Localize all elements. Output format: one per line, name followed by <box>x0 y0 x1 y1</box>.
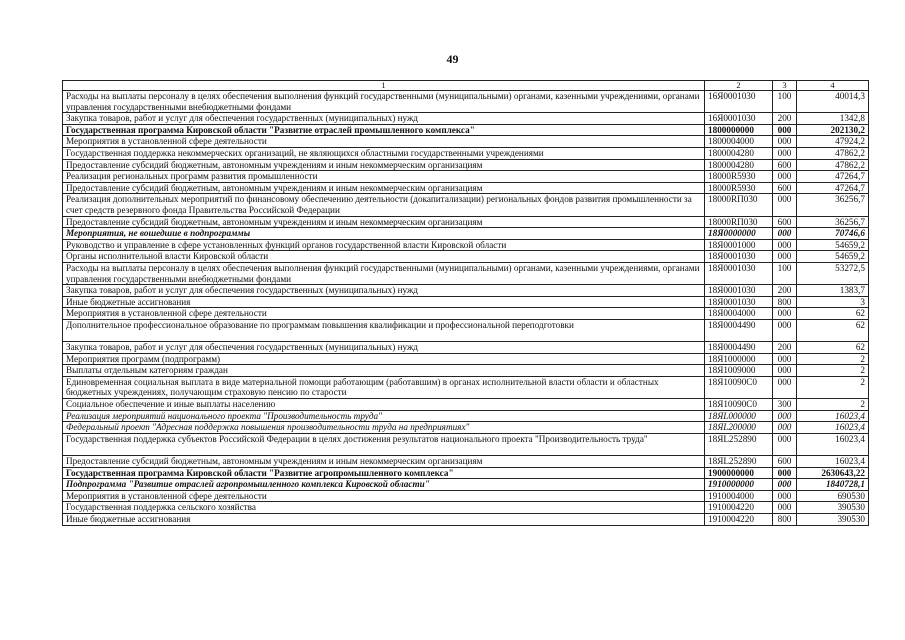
row-vr: 200 <box>773 113 797 125</box>
table-row <box>63 308 869 320</box>
table-row <box>63 147 869 159</box>
table-row <box>63 124 869 136</box>
row-code: 1910000000 <box>705 479 773 491</box>
row-name: Государственная поддержка сельского хозяйства <box>63 502 705 514</box>
table-row <box>63 319 869 341</box>
row-sum: 2 <box>797 353 869 365</box>
row-name: Предоставление субсидий бюджетным, автономным учреждениям и иным некоммерческим организациям <box>63 216 705 228</box>
table-row <box>63 194 869 216</box>
header-col-3: 3 <box>773 81 797 91</box>
table-row <box>63 182 869 194</box>
row-vr: 000 <box>773 376 797 398</box>
row-vr: 600 <box>773 216 797 228</box>
row-code: 18ЯL000000 <box>705 410 773 422</box>
row-name: Социальное обеспечение и иные выплаты населению <box>63 399 705 411</box>
row-code: 18Я0001030 <box>705 296 773 308</box>
table-row <box>63 353 869 365</box>
row-code: 18Я0001030 <box>705 262 773 284</box>
row-vr: 600 <box>773 456 797 468</box>
row-code: 16Я0001030 <box>705 91 773 113</box>
row-name: Дополнительное профессиональное образование по программам повышения квалификации и профессиональной переподготовки <box>63 319 705 341</box>
row-vr: 000 <box>773 433 797 455</box>
row-vr: 300 <box>773 399 797 411</box>
row-name: Иные бюджетные ассигнования <box>63 296 705 308</box>
row-sum: 1840728,1 <box>797 479 869 491</box>
table-row <box>63 159 869 171</box>
row-sum: 16023,4 <box>797 410 869 422</box>
table-row <box>63 399 869 411</box>
row-sum: 40014,3 <box>797 91 869 113</box>
row-name: Предоставление субсидий бюджетным, автономным учреждениям и иным некоммерческим организациям <box>63 182 705 194</box>
row-code: 18000RП030 <box>705 194 773 216</box>
row-code: 18ЯL200000 <box>705 422 773 434</box>
row-code: 1910004220 <box>705 513 773 525</box>
row-name: Предоставление субсидий бюджетным, автономным учреждениям и иным некоммерческим организациям <box>63 159 705 171</box>
row-code: 18Я0004490 <box>705 319 773 341</box>
row-sum: 202130,2 <box>797 124 869 136</box>
row-name: Расходы на выплаты персоналу в целях обеспечения выполнения функций государственными (муниципальными) органами, казенными учреждениями, органами управления государственными внебюджетными фондами <box>63 262 705 284</box>
row-vr: 000 <box>773 353 797 365</box>
row-sum: 36256,7 <box>797 216 869 228</box>
row-sum: 16023,4 <box>797 433 869 455</box>
row-code: 18Я10090С0 <box>705 376 773 398</box>
row-code: 18Я0004490 <box>705 342 773 354</box>
header-col-2: 2 <box>705 81 773 91</box>
row-code: 1800004000 <box>705 136 773 148</box>
row-name: Иные бюджетные ассигнования <box>63 513 705 525</box>
row-sum: 16023,4 <box>797 456 869 468</box>
row-name: Реализация мероприятий национального проекта "Производительность труда" <box>63 410 705 422</box>
header-col-1: 1 <box>63 81 705 91</box>
page-number: 49 <box>446 52 459 66</box>
row-sum: 3 <box>797 296 869 308</box>
row-code: 18Я0004000 <box>705 308 773 320</box>
table-row <box>63 479 869 491</box>
row-vr: 000 <box>773 319 797 341</box>
row-sum: 62 <box>797 342 869 354</box>
row-name: Руководство и управление в сфере установленных функций органов государственной власти Кировской области <box>63 239 705 251</box>
row-sum: 390530 <box>797 513 869 525</box>
table-row <box>63 171 869 183</box>
row-code: 18000R5930 <box>705 171 773 183</box>
row-sum: 2630643,22 <box>797 467 869 479</box>
row-vr: 000 <box>773 365 797 377</box>
row-name: Подпрограмма "Развитие отраслей агропромышленного комплекса Кировской области" <box>63 479 705 491</box>
row-vr: 800 <box>773 296 797 308</box>
row-code: 1910004000 <box>705 490 773 502</box>
row-vr: 000 <box>773 136 797 148</box>
row-sum: 70746,6 <box>797 228 869 240</box>
row-vr: 000 <box>773 422 797 434</box>
table-row <box>63 136 869 148</box>
table-row <box>63 365 869 377</box>
row-code: 18Я1000000 <box>705 353 773 365</box>
header-col-4: 4 <box>797 81 869 91</box>
row-code: 18Я0001030 <box>705 285 773 297</box>
row-sum: 690530 <box>797 490 869 502</box>
row-code: 1900000000 <box>705 467 773 479</box>
row-vr: 000 <box>773 479 797 491</box>
row-vr: 600 <box>773 159 797 171</box>
row-name: Мероприятия в установленной сфере деятельности <box>63 308 705 320</box>
row-sum: 47862,2 <box>797 147 869 159</box>
row-name: Государственная поддержка некоммерческих организаций, не являющихся областными государственными учреждениями <box>63 147 705 159</box>
table-row <box>63 285 869 297</box>
header-row <box>63 81 869 91</box>
row-sum: 62 <box>797 319 869 341</box>
row-name: Закупка товаров, работ и услуг для обеспечения государственных (муниципальных) нужд <box>63 285 705 297</box>
row-sum: 47862,2 <box>797 159 869 171</box>
row-vr: 000 <box>773 502 797 514</box>
row-code: 18000R5930 <box>705 182 773 194</box>
table-row <box>63 228 869 240</box>
table-row <box>63 91 869 113</box>
row-code: 18Я0001030 <box>705 251 773 263</box>
row-vr: 000 <box>773 251 797 263</box>
row-name: Мероприятия, не вошедшие в подпрограммы <box>63 228 705 240</box>
table-row <box>63 376 869 398</box>
table-row <box>63 456 869 468</box>
row-code: 18Я0000000 <box>705 228 773 240</box>
row-code: 18ЯL252890 <box>705 433 773 455</box>
row-sum: 62 <box>797 308 869 320</box>
row-vr: 600 <box>773 182 797 194</box>
row-name: Реализация региональных программ развития промышленности <box>63 171 705 183</box>
row-vr: 000 <box>773 124 797 136</box>
table-row <box>63 433 869 455</box>
row-name: Мероприятия в установленной сфере деятельности <box>63 136 705 148</box>
row-code: 16Я0001030 <box>705 113 773 125</box>
row-sum: 390530 <box>797 502 869 514</box>
row-vr: 000 <box>773 410 797 422</box>
table-row <box>63 262 869 284</box>
row-vr: 000 <box>773 239 797 251</box>
row-name: Закупка товаров, работ и услуг для обеспечения государственных (муниципальных) нужд <box>63 113 705 125</box>
row-vr: 000 <box>773 467 797 479</box>
row-vr: 200 <box>773 342 797 354</box>
row-sum: 47264,7 <box>797 182 869 194</box>
row-name: Выплаты отдельным категориям граждан <box>63 365 705 377</box>
table-row <box>63 502 869 514</box>
row-name: Органы исполнительной власти Кировской области <box>63 251 705 263</box>
row-vr: 000 <box>773 147 797 159</box>
row-code: 18ЯL252890 <box>705 456 773 468</box>
row-vr: 100 <box>773 91 797 113</box>
row-sum: 53272,5 <box>797 262 869 284</box>
row-sum: 47924,2 <box>797 136 869 148</box>
row-code: 1910004220 <box>705 502 773 514</box>
row-name: Единовременная социальная выплата в виде материальной помощи работающим (работавшим) в органах исполнительной власти области и областных бюджетных учреждениях, получающим страховую пенсию по старости <box>63 376 705 398</box>
row-name: Мероприятия в установленной сфере деятельности <box>63 490 705 502</box>
budget-table <box>62 80 869 526</box>
table-row <box>63 410 869 422</box>
row-name: Расходы на выплаты персоналу в целях обеспечения выполнения функций государственными (муниципальными) органами, казенными учреждениями, органами управления государственными внебюджетными фондами <box>63 91 705 113</box>
row-vr: 000 <box>773 228 797 240</box>
table-row <box>63 342 869 354</box>
row-sum: 1342,8 <box>797 113 869 125</box>
row-vr: 000 <box>773 490 797 502</box>
row-sum: 36256,7 <box>797 194 869 216</box>
row-code: 18Я0001000 <box>705 239 773 251</box>
row-sum: 2 <box>797 399 869 411</box>
table-row <box>63 239 869 251</box>
row-name: Мероприятия программ (подпрограмм) <box>63 353 705 365</box>
row-name: Федеральный проект "Адресная поддержка повышения производительности труда на предприятиях" <box>63 422 705 434</box>
row-name: Государственная поддержка субъектов Российской Федерации в целях достижения результатов национального проекта "Производительность труда" <box>63 433 705 455</box>
row-sum: 2 <box>797 365 869 377</box>
table-row <box>63 113 869 125</box>
row-sum: 54659,2 <box>797 239 869 251</box>
row-sum: 2 <box>797 376 869 398</box>
row-code: 1800004280 <box>705 147 773 159</box>
row-name: Реализация дополнительных мероприятий по финансовому обеспечению деятельности (докапитализации) региональных фондов развития промышленности за счет средств резервного фонда Правительства Российской Федерации <box>63 194 705 216</box>
row-sum: 54659,2 <box>797 251 869 263</box>
row-name: Закупка товаров, работ и услуг для обеспечения государственных (муниципальных) нужд <box>63 342 705 354</box>
table-row <box>63 422 869 434</box>
table-row <box>63 296 869 308</box>
row-vr: 000 <box>773 308 797 320</box>
row-sum: 47264,7 <box>797 171 869 183</box>
table-row <box>63 216 869 228</box>
row-code: 18Я10090С0 <box>705 399 773 411</box>
row-sum: 1383,7 <box>797 285 869 297</box>
table-row <box>63 513 869 525</box>
row-vr: 100 <box>773 262 797 284</box>
row-sum: 16023,4 <box>797 422 869 434</box>
row-code: 1800000000 <box>705 124 773 136</box>
row-vr: 200 <box>773 285 797 297</box>
table-row <box>63 251 869 263</box>
row-name: Предоставление субсидий бюджетным, автономным учреждениям и иным некоммерческим организациям <box>63 456 705 468</box>
row-name: Государственная программа Кировской области "Развитие отраслей промышленного комплекса" <box>63 124 705 136</box>
row-code: 1800004280 <box>705 159 773 171</box>
row-code: 18Я1009000 <box>705 365 773 377</box>
table-row <box>63 467 869 479</box>
row-vr: 000 <box>773 171 797 183</box>
table-row <box>63 490 869 502</box>
row-vr: 800 <box>773 513 797 525</box>
row-vr: 000 <box>773 194 797 216</box>
row-name: Государственная программа Кировской области "Развитие агропромышленного комплекса" <box>63 467 705 479</box>
row-code: 18000RП030 <box>705 216 773 228</box>
